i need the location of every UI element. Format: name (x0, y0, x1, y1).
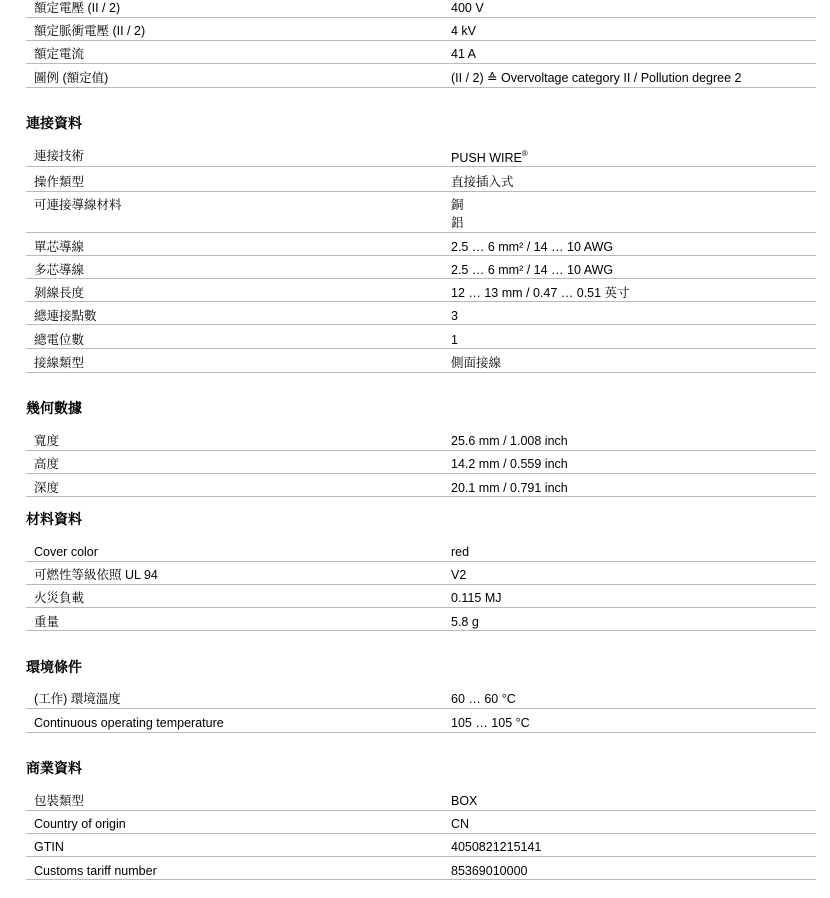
spec-row (26, 481, 816, 497)
spec-row (26, 545, 816, 562)
spec-label: 操作類型 (34, 175, 85, 189)
spec-value (451, 151, 528, 165)
spec-label: 連接技術 (34, 149, 85, 163)
spec-value: 5.8 g (451, 615, 479, 629)
connection-technology-value: PUSH WIRE (451, 151, 522, 165)
spec-row (26, 149, 816, 167)
spec-label: 包裝類型 (34, 794, 85, 808)
spec-value: (II / 2) ≙ Overvoltage category II / Pollution degree 2 (451, 71, 742, 85)
spec-label: Continuous operating temperature (34, 716, 224, 730)
section-title-material: 材料資料 (26, 511, 82, 527)
spec-value: 3 (451, 309, 458, 323)
spec-label: (工作) 環境溫度 (34, 692, 121, 706)
spec-row (26, 286, 816, 302)
spec-row (26, 263, 816, 279)
spec-row (26, 457, 816, 474)
spec-label: 圖例 (額定值) (34, 71, 109, 85)
spec-value: 4 kV (451, 24, 477, 38)
spec-row (26, 794, 816, 811)
spec-label: 額定脈衝電壓 (II / 2) (34, 24, 146, 38)
spec-label: 火災負載 (34, 591, 85, 605)
material-copper: 銅 (451, 198, 464, 212)
spec-label: 重量 (34, 615, 60, 629)
spec-label: 單芯導線 (34, 240, 85, 254)
spec-value: 0.115 MJ (451, 591, 502, 605)
spec-row (26, 309, 816, 325)
spec-label: 深度 (34, 481, 60, 495)
spec-row (26, 817, 816, 834)
spec-value: V2 (451, 568, 467, 582)
spec-value: 2.5 … 6 mm² / 14 … 10 AWG (451, 240, 614, 254)
spec-row (26, 434, 816, 451)
spec-label: 額定電壓 (II / 2) (34, 1, 121, 15)
spec-row (26, 71, 816, 88)
spec-value: 60 … 60 °C (451, 692, 516, 706)
spec-label: 額定電流 (34, 47, 85, 61)
spec-value: 直接插入式 (451, 175, 514, 189)
spec-label: 總連接點數 (34, 309, 97, 323)
spec-label: 總電位數 (34, 333, 85, 347)
spec-label: 剝線長度 (34, 286, 85, 300)
spec-value: 20.1 mm / 0.791 inch (451, 481, 568, 495)
section-title-geometry: 幾何數據 (26, 400, 82, 416)
spec-row (26, 591, 816, 608)
spec-row (26, 1, 816, 18)
material-aluminum: 鋁 (451, 216, 464, 230)
section-title-environment: 環境條件 (26, 659, 82, 675)
spec-label: Country of origin (34, 817, 126, 831)
section-title-connection: 連接資料 (26, 115, 82, 131)
spec-row (26, 840, 816, 857)
spec-label: 接線類型 (34, 356, 85, 370)
spec-value: 4050821215141 (451, 840, 542, 854)
spec-value: 2.5 … 6 mm² / 14 … 10 AWG (451, 263, 614, 277)
spec-value: 85369010000 (451, 864, 528, 878)
spec-row (26, 692, 816, 709)
spec-row (26, 240, 816, 256)
spec-row (26, 568, 816, 585)
section-title-commercial: 商業資料 (26, 760, 82, 776)
spec-row (26, 716, 816, 733)
spec-label: Customs tariff number (34, 864, 157, 878)
spec-value: 1 (451, 333, 458, 347)
spec-value: 400 V (451, 1, 484, 15)
spec-label: 多芯導線 (34, 263, 85, 277)
spec-row (26, 615, 816, 631)
spec-row (26, 47, 816, 64)
spec-label: 可連接導線材料 (34, 198, 122, 212)
spec-value (451, 198, 464, 234)
spec-label: 寬度 (34, 434, 60, 448)
spec-label: 高度 (34, 457, 60, 471)
spec-row (26, 333, 816, 349)
spec-value: 側面接線 (451, 356, 502, 370)
spec-label: 可燃性等級依照 UL 94 (34, 568, 158, 582)
registered-mark: ® (521, 149, 528, 158)
spec-value: 25.6 mm / 1.008 inch (451, 434, 568, 448)
spec-value: 105 … 105 °C (451, 716, 530, 730)
spec-value: 14.2 mm / 0.559 inch (451, 457, 568, 471)
spec-value: red (451, 545, 470, 559)
spec-label: Cover color (34, 545, 98, 559)
spec-label: GTIN (34, 840, 64, 854)
spec-value: 41 A (451, 47, 477, 61)
spec-row (26, 198, 816, 233)
spec-row (26, 864, 816, 880)
spec-row (26, 175, 816, 192)
spec-row (26, 24, 816, 41)
spec-value: BOX (451, 794, 478, 808)
spec-row (26, 356, 816, 373)
spec-value: CN (451, 817, 470, 831)
spec-value: 12 … 13 mm / 0.47 … 0.51 英寸 (451, 286, 630, 300)
